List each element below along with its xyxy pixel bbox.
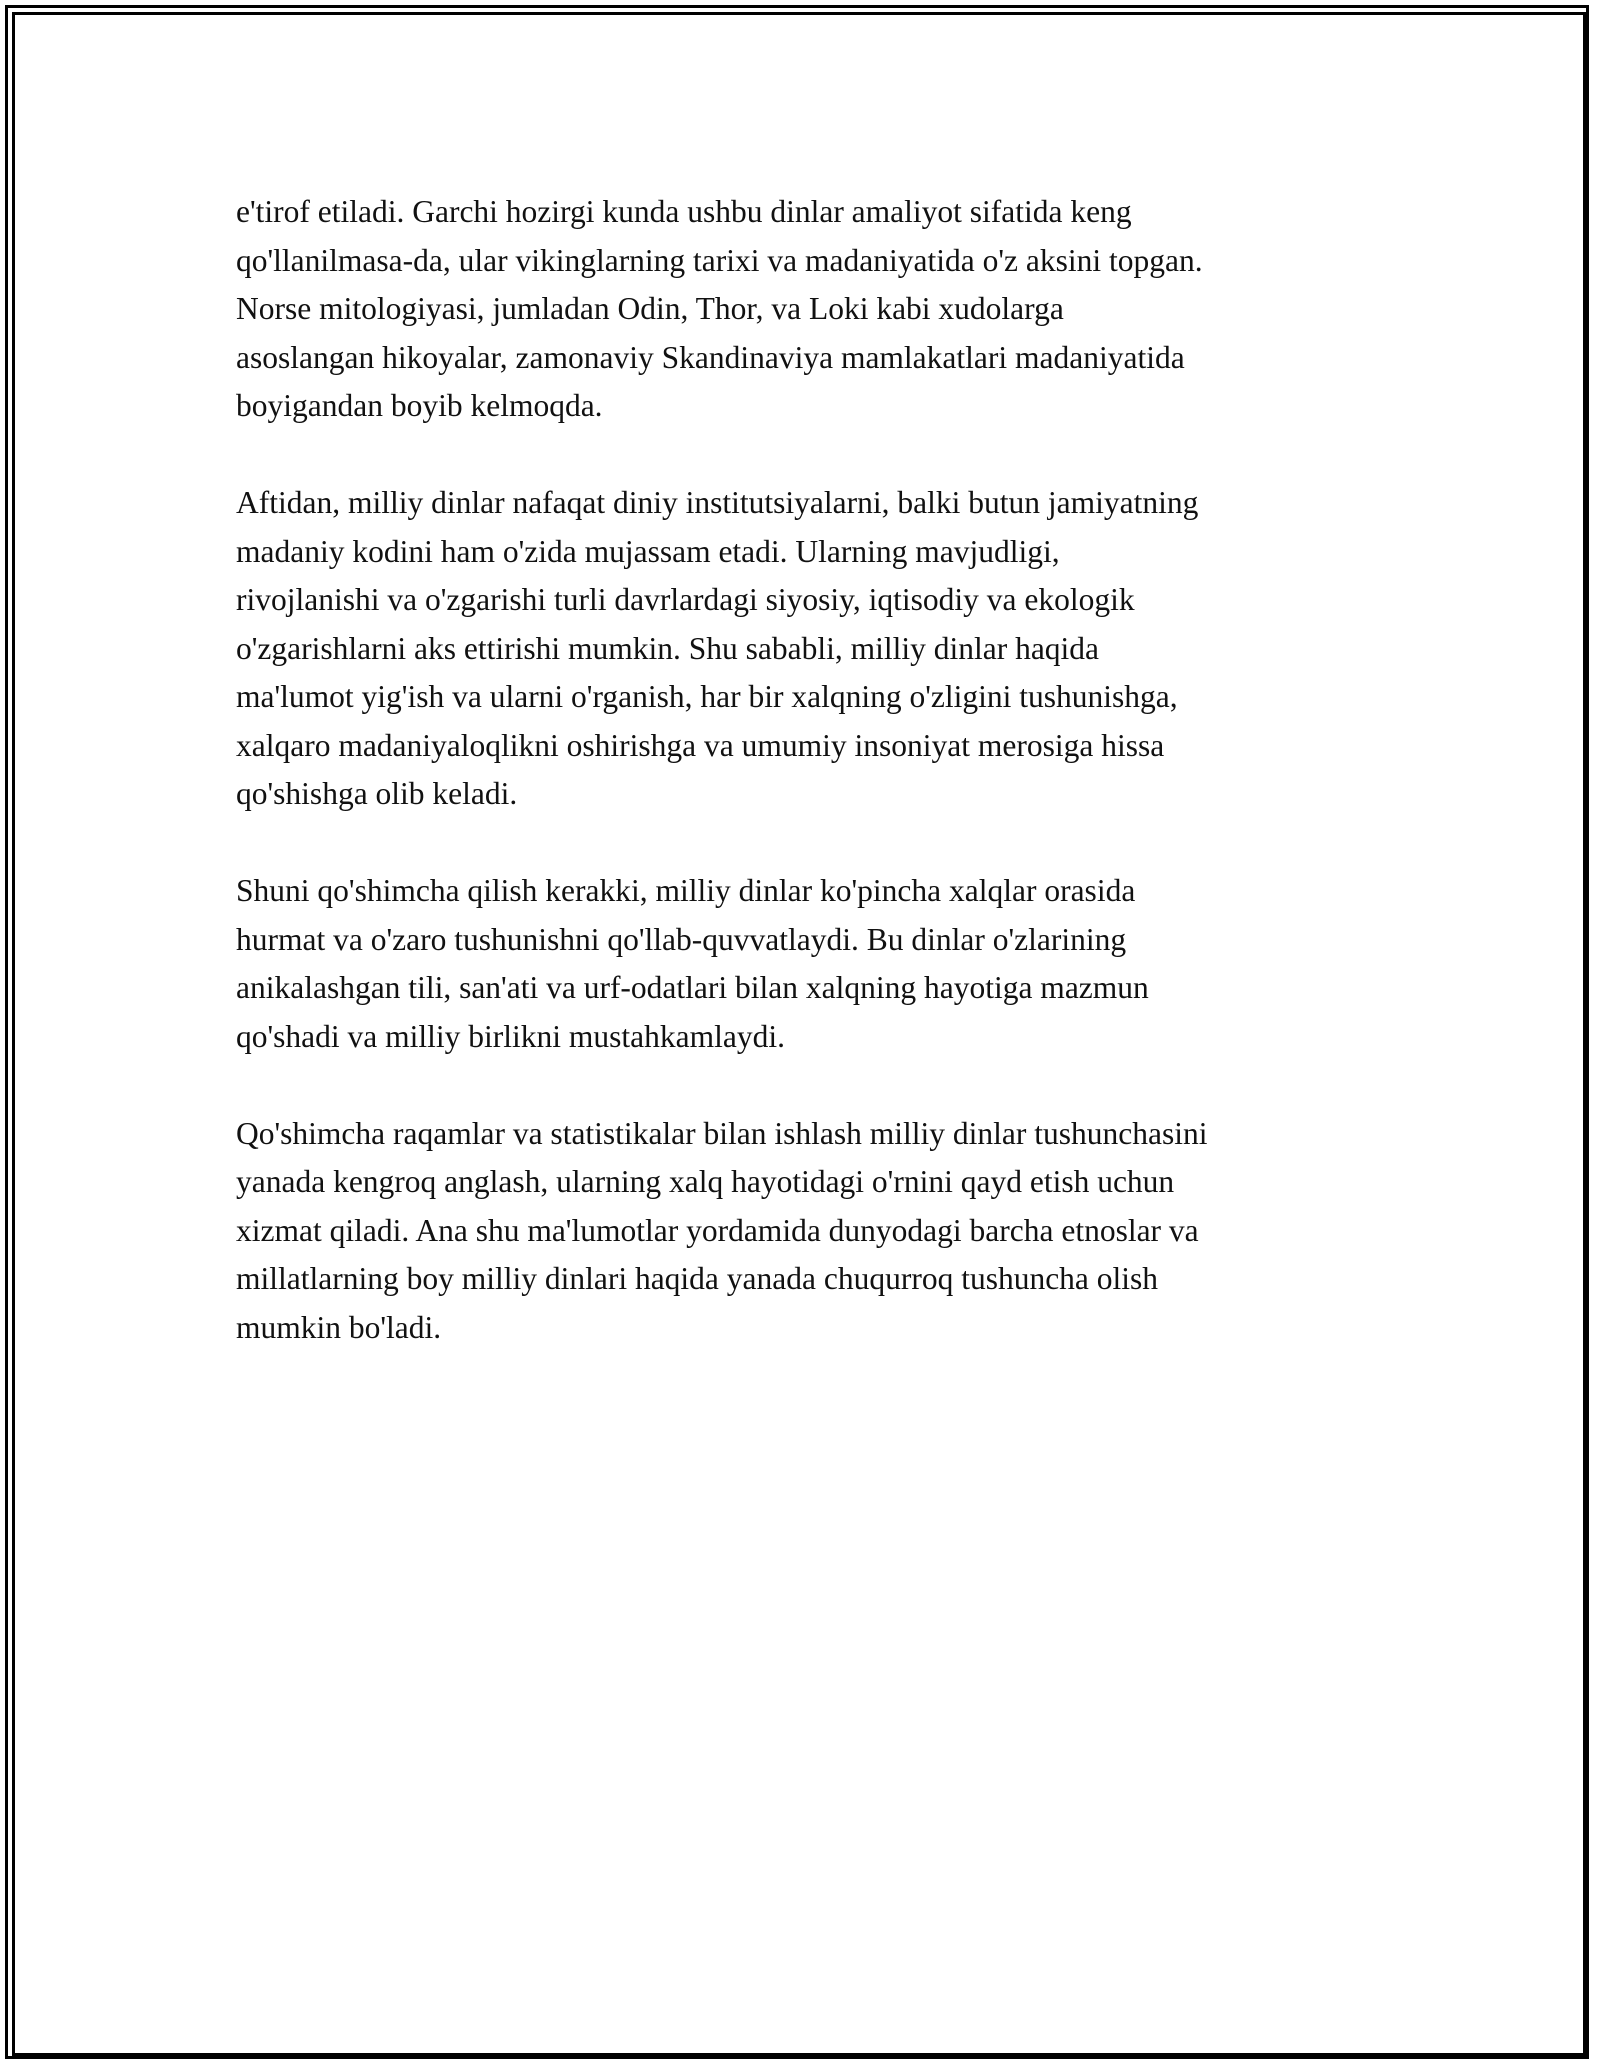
- paragraph-4: Qo'shimcha raqamlar va statistikalar bilan ishlash milliy dinlar tushunchasini yanada kengroq anglash, ularning xalq hayotidagi o'rnini qayd etish uchun xizmat qiladi. Ana shu ma'lumotlar yordamida dunyodagi barcha etnoslar va millatlarning boy milliy dinlari haqida yanada chuqurroq tushuncha olish mumkin bo'ladi.: [236, 1115, 1208, 1345]
- paragraph-2: Aftidan, milliy dinlar nafaqat diniy institutsiyalarni, balki butun jamiyatning madaniy kodini ham o'zida mujassam etadi. Ularning mavjudligi, rivojlanishi va o'zgarishi turli davrlardagi siyosiy, iqtisodiy va ekologik o'zgarishlarni aks ettirishi mumkin. Shu sababli, milliy dinlar haqida ma'lumot yig'ish va ularni o'rganish, har bir xalqning o'zligini tushunishga, xalqaro madaniyaloqlikni oshirishga va umumiy insoniyat merosiga hissa qo'shishga olib keladi.: [236, 485, 1199, 811]
- paragraph-3: Shuni qo'shimcha qilish kerakki, milliy dinlar ko'pincha xalqlar orasida hurmat va o'zaro tushunishni qo'llab-quvvatlaydi. Bu dinlar o'zlarining anikalashgan tili, san'ati va urf-odatlari bilan xalqning hayotiga mazmun qo'shadi va milliy birlikni mustahkamlaydi.: [236, 873, 1149, 1054]
- paragraph-1: e'tirof etiladi. Garchi hozirgi kunda ushbu dinlar amaliyot sifatida keng qo'llanilmasa-da, ular vikinglarning tarixi va madaniyatida o'z aksini topgan. Norse mitologiyasi, jumladan Odin, Thor, va Loki kabi xudolarga asoslangan hikoyalar, zamonaviy Skandinaviya mamlakatlari madaniyatida boyigandan boyib kelmoqda.: [236, 194, 1203, 423]
- document-body: [236, 188, 1376, 1401]
